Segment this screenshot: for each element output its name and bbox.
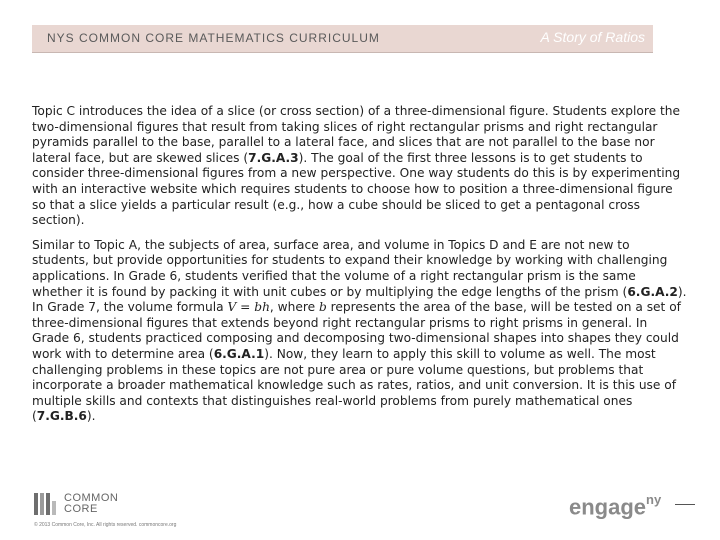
p2-text-b: ). In Grade 7, the volume formula: [32, 284, 687, 315]
module-title: A Story of Ratios: [540, 29, 645, 45]
header-bar: [32, 25, 653, 53]
p2-text-e: ). Now, they learn to apply this skill to volume as well. The most challenging problems in these topics are not pure area or pure volume questions, but problems that incorporate a broader mathematical knowledge such as rates, ratios, and unit conversion. It is this use of multiple skills and contexts that distinguishes real-world problems from purely mathematical ones (: [32, 346, 677, 424]
body-text: [32, 104, 687, 434]
engage-text: engage: [569, 494, 647, 520]
variable-b: b: [318, 300, 327, 315]
p1-text-b: ). The goal of the first three lessons is to get students to consider three-dimensional figures from a new perspective. One way students do this is by experimenting with an interactive website which requires students to choose how to position a three-dimensional figure so that a slice yields a particular result (e.g., how a cube should be sliced to get a pentagonal cross section).: [32, 150, 681, 228]
standard-6GA1: 6.G.A.1: [213, 346, 265, 361]
volume-formula: V = bh: [227, 300, 270, 315]
logo-line-2: CORE: [64, 503, 98, 515]
paragraph-2: [32, 238, 687, 425]
footer-rule: [675, 504, 695, 505]
logo-text: [64, 493, 118, 515]
common-core-logo: [34, 493, 134, 517]
p2-text-c: , where: [269, 300, 319, 315]
logo-line-1: COMMON: [64, 492, 119, 504]
p2-text-f: ).: [86, 409, 96, 424]
curriculum-title: NYS COMMON CORE MATHEMATICS CURRICULUM: [47, 31, 380, 45]
standard-7GA3: 7.G.A.3: [248, 150, 299, 165]
ny-text: ny: [646, 492, 662, 507]
paragraph-1: [32, 104, 687, 229]
p1-text-a: Topic C introduces the idea of a slice (or cross section) of a three-dimensional figure. Students explore the two-dimensional figures that result from taking slices of right rectangular prisms and right rectangular pyramids parallel to the base, parallel to a lateral face, and slices that are not parallel to the base nor lateral face, but are skewed slices (: [32, 104, 680, 165]
engageny-logo: [569, 494, 661, 520]
p2-text-d: represents the area of the base, will be tested on a set of three-dimensional figures that extends beyond right rectangular prisms to right prisms in general. In Grade 6, students practiced composing and decomposing two-dimensional shapes into shapes they could work with to determine area (: [32, 300, 681, 361]
standard-7GB6: 7.G.B.6: [36, 409, 87, 424]
standard-6GA2: 6.G.A.2: [627, 284, 678, 299]
copyright-notice: © 2013 Common Core, Inc. All rights reserved. commoncore.org: [34, 522, 177, 528]
p2-text-a: Similar to Topic A, the subjects of area, surface area, and volume in Topics D and E are not new to students, but provide opportunities for students to expand their knowledge by working with challenging applications. In Grade 6, students verified that the volume of a right rectangular prism is the same whether it is found by packing it with unit cubes or by multiplying the edge lengths of the prism (: [32, 237, 668, 299]
